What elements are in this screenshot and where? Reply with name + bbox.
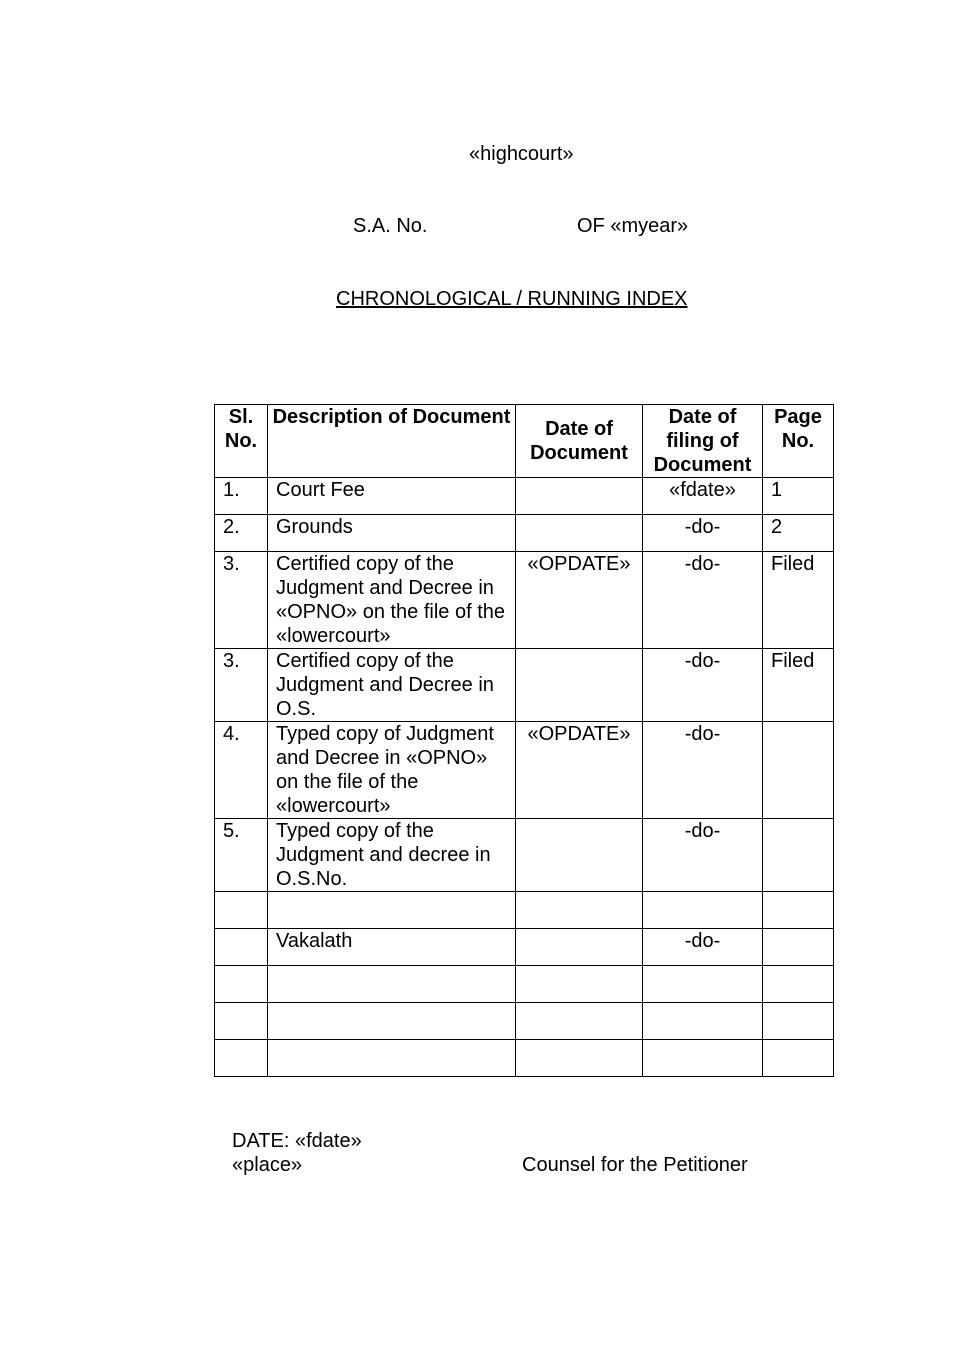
cell-page-no [763,722,834,819]
header-date-of-filing: Date of filing of Document [643,405,763,478]
cell-date-of-filing: -do- [643,552,763,649]
footer-place: «place» [232,1154,303,1176]
cell-date-of-document [516,966,643,1003]
table-header-row [215,405,834,478]
cell-page-no [763,819,834,892]
cell-date-of-document [516,515,643,552]
cell-description [268,1003,516,1040]
cell-sl-no: 1. [215,478,268,515]
table-row [215,515,834,552]
year-label: OF «myear» [577,215,689,237]
cell-date-of-filing: -do- [643,819,763,892]
cell-date-of-filing [643,892,763,929]
cell-date-of-filing [643,1040,763,1077]
cell-date-of-document [516,478,643,515]
table-row [215,649,834,722]
cell-date-of-document [516,929,643,966]
table-row [215,722,834,819]
header-sl-no: Sl. No. [215,405,268,478]
table-row [215,966,834,1003]
table-row [215,1040,834,1077]
cell-date-of-filing [643,1003,763,1040]
table-row [215,478,834,515]
cell-description: Certified copy of the Judgment and Decree in O.S. [268,649,516,722]
cell-date-of-filing: -do- [643,722,763,819]
cell-date-of-document [516,819,643,892]
header-page-no: Page No. [763,405,834,478]
table-row [215,892,834,929]
cell-page-no [763,1040,834,1077]
cell-description: Typed copy of the Judgment and decree in O.S.No. [268,819,516,892]
cell-description: Vakalath [268,929,516,966]
counsel-signature: Counsel for the Petitioner [522,1154,748,1176]
cell-description [268,966,516,1003]
cell-sl-no [215,929,268,966]
cell-description [268,1040,516,1077]
cell-page-no [763,929,834,966]
cell-sl-no [215,1040,268,1077]
cell-date-of-document: «OPDATE» [516,552,643,649]
cell-description: Grounds [268,515,516,552]
table-row [215,929,834,966]
cell-page-no: 1 [763,478,834,515]
cell-sl-no: 4. [215,722,268,819]
sa-number-label: S.A. No. [353,215,428,237]
cell-date-of-document [516,1003,643,1040]
footer-date: DATE: «fdate» [232,1130,362,1152]
cell-date-of-document [516,892,643,929]
cell-sl-no [215,892,268,929]
cell-sl-no: 3. [215,649,268,722]
table-row [215,819,834,892]
court-name: «highcourt» [469,143,574,165]
cell-sl-no [215,1003,268,1040]
header-description: Description of Document [268,405,516,478]
cell-description: Certified copy of the Judgment and Decree in «OPNO» on the file of the «lowercourt» [268,552,516,649]
cell-date-of-filing [643,966,763,1003]
cell-date-of-document [516,649,643,722]
cell-page-no: Filed [763,552,834,649]
cell-sl-no: 2. [215,515,268,552]
cell-description: Court Fee [268,478,516,515]
header-date-of-document: Date of Document [516,405,643,478]
table-row [215,552,834,649]
cell-sl-no: 5. [215,819,268,892]
cell-page-no [763,892,834,929]
index-table [214,404,834,1077]
cell-page-no: Filed [763,649,834,722]
cell-date-of-filing: -do- [643,515,763,552]
cell-page-no [763,966,834,1003]
cell-sl-no [215,966,268,1003]
cell-date-of-filing: «fdate» [643,478,763,515]
cell-date-of-document [516,1040,643,1077]
cell-description: Typed copy of Judgment and Decree in «OPNO» on the file of the «lowercourt» [268,722,516,819]
cell-sl-no: 3. [215,552,268,649]
cell-date-of-filing: -do- [643,929,763,966]
page-title: CHRONOLOGICAL / RUNNING INDEX [336,288,688,310]
table-row [215,1003,834,1040]
cell-page-no [763,1003,834,1040]
cell-date-of-document: «OPDATE» [516,722,643,819]
cell-date-of-filing: -do- [643,649,763,722]
cell-page-no: 2 [763,515,834,552]
cell-description [268,892,516,929]
